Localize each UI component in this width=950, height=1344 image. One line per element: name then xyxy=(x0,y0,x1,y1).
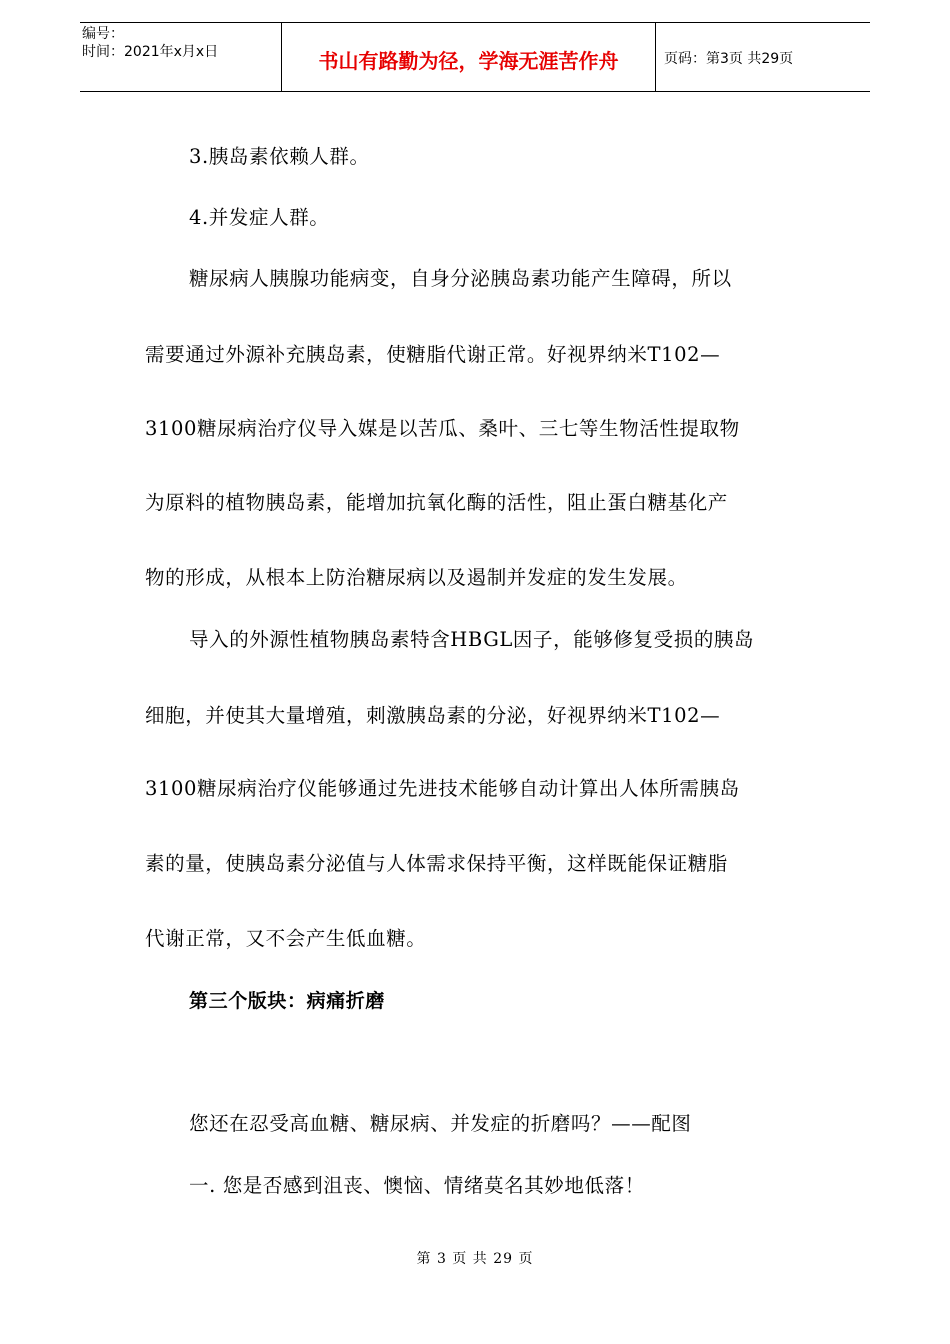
header-meta xyxy=(82,25,282,61)
header-motto: 书山有路勤为径，学海无涯苦作舟 xyxy=(318,49,619,73)
paragraph-line: 3100糖尿病治疗仪导入媒是以苦瓜、桑叶、三七等生物活性提取物 xyxy=(145,417,740,440)
header-divider xyxy=(655,23,656,91)
paragraph-line: 您还在忍受高血糖、糖尿病、并发症的折磨吗？——配图 xyxy=(189,1112,692,1135)
paragraph-line: 一. 您是否感到沮丧、懊恼、情绪莫名其妙地低落！ xyxy=(189,1174,645,1197)
paragraph-line: 为原料的植物胰岛素，能增加抗氧化酶的活性，阻止蛋白糖基化产 xyxy=(145,491,728,514)
paragraph-line: 代谢正常，又不会产生低血糖。 xyxy=(145,927,427,950)
paragraph-line: 需要通过外源补充胰岛素，使糖脂代谢正常。好视界纳米T102— xyxy=(145,343,721,366)
section-heading: 第三个版块：病痛折磨 xyxy=(189,990,386,1012)
list-item: 4.并发症人群。 xyxy=(189,206,330,229)
paragraph-line: 细胞，并使其大量增殖，刺激胰岛素的分泌，好视界纳米T102— xyxy=(145,704,721,727)
paragraph-line: 3100糖尿病治疗仪能够通过先进技术能够自动计算出人体所需胰岛 xyxy=(145,777,740,800)
header-page-number: 页码：第3页 共29页 xyxy=(664,51,794,67)
serial-number-label: 编号： xyxy=(82,26,124,42)
list-item: 3.胰岛素依赖人群。 xyxy=(189,145,370,168)
paragraph-line: 素的量，使胰岛素分泌值与人体需求保持平衡，这样既能保证糖脂 xyxy=(145,852,728,875)
paragraph-line: 糖尿病人胰腺功能病变，自身分泌胰岛素功能产生障碍，所以 xyxy=(189,267,732,290)
time-label: 时间：2021年x月x日 xyxy=(82,44,219,60)
paragraph-line: 物的形成，从根本上防治糖尿病以及遏制并发症的发生发展。 xyxy=(145,566,688,589)
paragraph-line: 导入的外源性植物胰岛素特含HBGL因子，能够修复受损的胰岛 xyxy=(189,628,755,651)
page-header xyxy=(80,22,870,92)
page-footer: 第 3 页 共 29 页 xyxy=(416,1251,534,1267)
